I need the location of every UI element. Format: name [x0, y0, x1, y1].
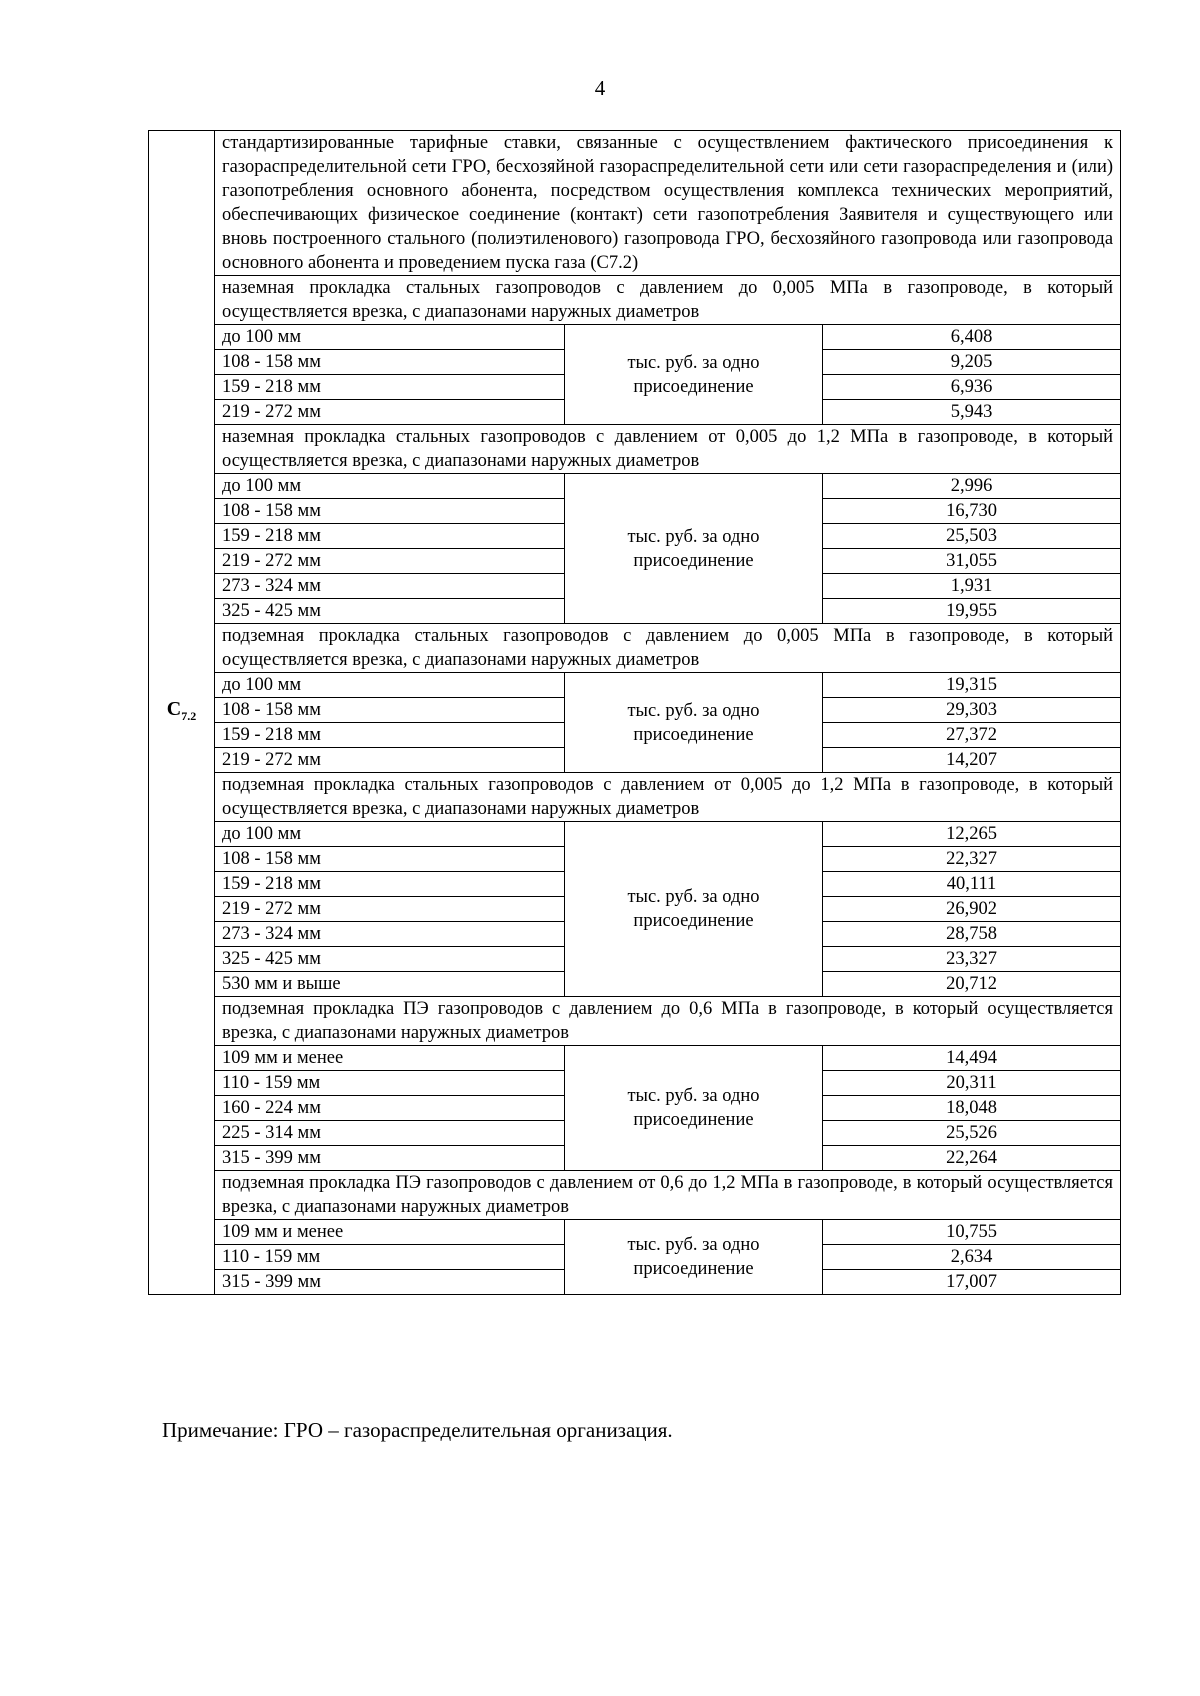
unit-label: тыс. руб. за одно присоединение	[565, 673, 823, 773]
tariff-table	[148, 130, 1121, 1295]
tariff-value: 25,503	[823, 524, 1121, 549]
table-row	[149, 474, 1121, 499]
unit-label: тыс. руб. за одно присоединение	[565, 474, 823, 624]
diameter-range: 530 мм и выше	[215, 972, 565, 997]
tariff-value: 6,408	[823, 325, 1121, 350]
section-title: подземная прокладка стальных газопроводов с давлением от 0,005 до 1,2 МПа в газопроводе, в который осуществляется врезка, с диапазонами наружных диаметров	[215, 773, 1121, 822]
section-title: подземная прокладка ПЭ газопроводов с давлением до 0,6 МПа в газопроводе, в который осуществляется врезка, с диапазонами наружных диаметров	[215, 997, 1121, 1046]
diameter-range: 108 - 158 мм	[215, 350, 565, 375]
diameter-range: до 100 мм	[215, 822, 565, 847]
diameter-range: 110 - 159 мм	[215, 1245, 565, 1270]
diameter-range: 315 - 399 мм	[215, 1146, 565, 1171]
section-header-row	[149, 773, 1121, 822]
intro-row	[149, 131, 1121, 276]
diameter-range: 108 - 158 мм	[215, 698, 565, 723]
tariff-value: 2,996	[823, 474, 1121, 499]
tariff-value: 19,955	[823, 599, 1121, 624]
tariff-value: 20,311	[823, 1071, 1121, 1096]
tariff-value: 10,755	[823, 1220, 1121, 1245]
diameter-range: 219 - 272 мм	[215, 400, 565, 425]
tariff-value: 16,730	[823, 499, 1121, 524]
section-title: подземная прокладка стальных газопроводов с давлением до 0,005 МПа в газопроводе, в который осуществляется врезка, с диапазонами наружных диаметров	[215, 624, 1121, 673]
tariff-code-cell	[149, 131, 215, 1295]
table-row	[149, 673, 1121, 698]
section-title: подземная прокладка ПЭ газопроводов с давлением от 0,6 до 1,2 МПа в газопроводе, в который осуществляется врезка, с диапазонами наружных диаметров	[215, 1171, 1121, 1220]
diameter-range: 219 - 272 мм	[215, 549, 565, 574]
footnote: Примечание: ГРО – газораспределительная организация.	[162, 1418, 673, 1442]
section-header-row	[149, 624, 1121, 673]
tariff-value: 27,372	[823, 723, 1121, 748]
tariff-value: 31,055	[823, 549, 1121, 574]
diameter-range: 219 - 272 мм	[215, 897, 565, 922]
tariff-value: 1,931	[823, 574, 1121, 599]
tariff-value: 25,526	[823, 1121, 1121, 1146]
diameter-range: 225 - 314 мм	[215, 1121, 565, 1146]
diameter-range: 273 - 324 мм	[215, 574, 565, 599]
diameter-range: 159 - 218 мм	[215, 524, 565, 549]
tariff-value: 17,007	[823, 1270, 1121, 1295]
tariff-value: 12,265	[823, 822, 1121, 847]
diameter-range: 109 мм и менее	[215, 1046, 565, 1071]
diameter-range: 159 - 218 мм	[215, 723, 565, 748]
section-header-row	[149, 997, 1121, 1046]
tariff-value: 28,758	[823, 922, 1121, 947]
tariff-code-subscript: 7.2	[181, 709, 197, 723]
diameter-range: 108 - 158 мм	[215, 499, 565, 524]
tariff-value: 26,902	[823, 897, 1121, 922]
tariff-value: 6,936	[823, 375, 1121, 400]
unit-label: тыс. руб. за одно присоединение	[565, 822, 823, 997]
diameter-range: 110 - 159 мм	[215, 1071, 565, 1096]
diameter-range: 325 - 425 мм	[215, 947, 565, 972]
tariff-value: 29,303	[823, 698, 1121, 723]
diameter-range: 159 - 218 мм	[215, 375, 565, 400]
section-header-row	[149, 276, 1121, 325]
section-title: наземная прокладка стальных газопроводов с давлением от 0,005 до 1,2 МПа в газопроводе, в который осуществляется врезка, с диапазонами наружных диаметров	[215, 425, 1121, 474]
unit-label: тыс. руб. за одно присоединение	[565, 1220, 823, 1295]
tariff-value: 14,207	[823, 748, 1121, 773]
diameter-range: 325 - 425 мм	[215, 599, 565, 624]
table-row	[149, 822, 1121, 847]
tariff-value: 14,494	[823, 1046, 1121, 1071]
diameter-range: 108 - 158 мм	[215, 847, 565, 872]
tariff-value: 22,264	[823, 1146, 1121, 1171]
unit-label: тыс. руб. за одно присоединение	[565, 325, 823, 425]
diameter-range: 219 - 272 мм	[215, 748, 565, 773]
tariff-value: 5,943	[823, 400, 1121, 425]
diameter-range: 159 - 218 мм	[215, 872, 565, 897]
diameter-range: до 100 мм	[215, 673, 565, 698]
tariff-value: 23,327	[823, 947, 1121, 972]
section-title: наземная прокладка стальных газопроводов с давлением до 0,005 МПа в газопроводе, в который осуществляется врезка, с диапазонами наружных диаметров	[215, 276, 1121, 325]
tariff-code: C	[166, 698, 182, 720]
diameter-range: 109 мм и менее	[215, 1220, 565, 1245]
tariff-value: 2,634	[823, 1245, 1121, 1270]
tariff-value: 40,111	[823, 872, 1121, 897]
tariff-value: 20,712	[823, 972, 1121, 997]
diameter-range: до 100 мм	[215, 474, 565, 499]
diameter-range: до 100 мм	[215, 325, 565, 350]
table-row	[149, 325, 1121, 350]
intro-text: стандартизированные тарифные ставки, связанные с осуществлением фактического присоединения к газораспределительной сети ГРО, бесхозяйной газораспределительной сети или сети газораспределения и (или) газопотребления основного абонента, посредством осуществления комплекса технических мероприятий, обеспечивающих физическое соединение (контакт) сети газопотребления Заявителя и существующего или вновь построенного стального (полиэтиленового) газопровода ГРО, бесхозяйного газопровода или газопровода основного абонента и проведением пуска газа (С7.2)	[215, 131, 1121, 276]
tariff-value: 22,327	[823, 847, 1121, 872]
table-row	[149, 1046, 1121, 1071]
diameter-range: 315 - 399 мм	[215, 1270, 565, 1295]
diameter-range: 160 - 224 мм	[215, 1096, 565, 1121]
tariff-value: 19,315	[823, 673, 1121, 698]
section-header-row	[149, 1171, 1121, 1220]
section-header-row	[149, 425, 1121, 474]
unit-label: тыс. руб. за одно присоединение	[565, 1046, 823, 1171]
diameter-range: 273 - 324 мм	[215, 922, 565, 947]
tariff-value: 18,048	[823, 1096, 1121, 1121]
tariff-value: 9,205	[823, 350, 1121, 375]
page-number: 4	[594, 76, 606, 100]
table-row	[149, 1220, 1121, 1245]
